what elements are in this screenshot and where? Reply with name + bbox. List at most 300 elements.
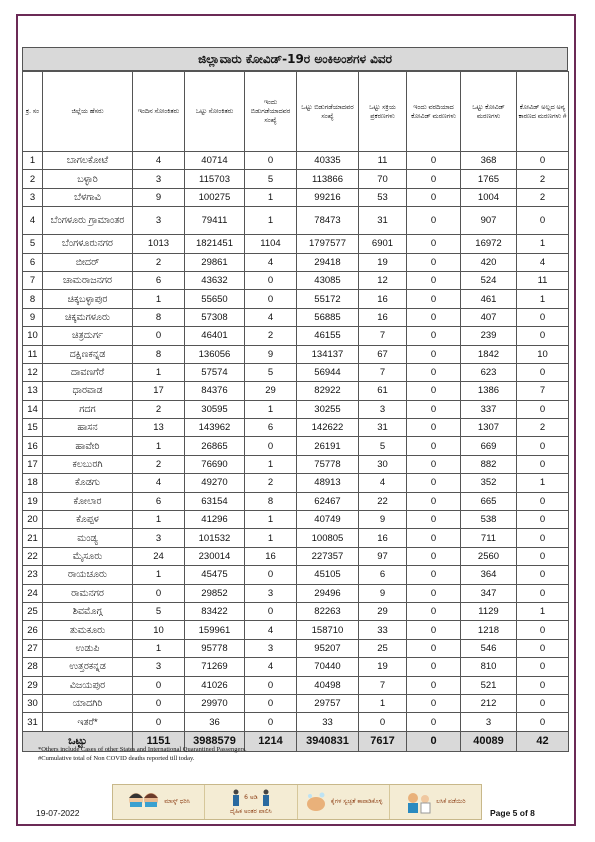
col-header-district: ಜಿಲ್ಲೆಯ ಹೆಸರು	[43, 72, 133, 152]
cell-today-discharged: 0	[245, 437, 297, 455]
cell-today-discharged: 0	[245, 694, 297, 712]
cell-total-discharged: 99216	[297, 188, 359, 206]
cell-total-cases: 95778	[185, 639, 245, 657]
cell-serial: 20	[23, 511, 43, 529]
cell-total-deaths: 669	[461, 437, 517, 455]
table-row	[23, 566, 569, 584]
cell-today-deaths: 0	[407, 529, 461, 547]
cell-serial: 7	[23, 271, 43, 289]
cell-today-deaths: 0	[407, 694, 461, 712]
cell-serial: 5	[23, 235, 43, 253]
cell-active: 70	[359, 170, 407, 188]
cell-total-discharged: 40498	[297, 676, 359, 694]
cell-total-deaths: 3	[461, 713, 517, 731]
cell-serial: 14	[23, 400, 43, 418]
cell-today-cases: 0	[133, 327, 185, 345]
total-discharged: 3940831	[297, 731, 359, 751]
cell-serial: 6	[23, 253, 43, 271]
cell-today-cases: 0	[133, 584, 185, 602]
cell-total-cases: 101532	[185, 529, 245, 547]
cell-today-cases: 3	[133, 529, 185, 547]
cell-total-cases: 43632	[185, 271, 245, 289]
cell-today-discharged: 4	[245, 253, 297, 271]
cell-total-deaths: 239	[461, 327, 517, 345]
cell-district: ಚಿಕ್ಕಮಗಳೂರು	[43, 308, 133, 326]
cell-total-deaths: 364	[461, 566, 517, 584]
table-row	[23, 188, 569, 206]
table-row	[23, 363, 569, 381]
total-active: 7617	[359, 731, 407, 751]
cell-active: 19	[359, 253, 407, 271]
cell-today-deaths: 0	[407, 345, 461, 363]
cell-today-discharged: 6	[245, 419, 297, 437]
total-non-covid-deaths: 42	[517, 731, 569, 751]
cell-district: ಕೊಡಗು	[43, 474, 133, 492]
col-header-today-cases: ಇಂದಿನ ಸೋಂಕಿತರು	[133, 72, 185, 152]
cell-serial: 19	[23, 492, 43, 510]
table-row	[23, 419, 569, 437]
cell-today-deaths: 0	[407, 547, 461, 565]
cell-today-deaths: 0	[407, 308, 461, 326]
cell-district: ಬೆಳಗಾವಿ	[43, 188, 133, 206]
table-row	[23, 584, 569, 602]
cell-district: ಹಾವೇರಿ	[43, 437, 133, 455]
cell-total-deaths: 546	[461, 639, 517, 657]
cell-total-cases: 71269	[185, 658, 245, 676]
banner-distance-text: ದೈಹಿಕ ಅಂತರ ಪಾಲಿಸಿ	[230, 807, 272, 815]
cell-today-discharged: 29	[245, 382, 297, 400]
cell-total-cases: 84376	[185, 382, 245, 400]
cell-district: ಕಲಬುರಗಿ	[43, 455, 133, 473]
total-cases: 3988579	[185, 731, 245, 751]
cell-total-deaths: 1386	[461, 382, 517, 400]
cell-active: 9	[359, 584, 407, 602]
cell-non-covid-deaths: 0	[517, 327, 569, 345]
table-row	[23, 152, 569, 170]
cell-serial: 15	[23, 419, 43, 437]
cell-non-covid-deaths: 0	[517, 713, 569, 731]
cell-total-cases: 63154	[185, 492, 245, 510]
cell-today-cases: 24	[133, 547, 185, 565]
table-body	[23, 152, 569, 732]
cell-today-cases: 3	[133, 207, 185, 235]
cell-active: 7	[359, 676, 407, 694]
cell-today-deaths: 0	[407, 455, 461, 473]
cell-today-discharged: 1	[245, 511, 297, 529]
cell-district: ದಾವಣಗೆರೆ	[43, 363, 133, 381]
cell-total-cases: 57308	[185, 308, 245, 326]
cell-total-deaths: 1004	[461, 188, 517, 206]
hand-wash-icon	[304, 790, 328, 814]
cell-total-discharged: 48913	[297, 474, 359, 492]
cell-today-deaths: 0	[407, 382, 461, 400]
cell-district: ಉಡುಪಿ	[43, 639, 133, 657]
cell-today-discharged: 3	[245, 639, 297, 657]
person-icon	[261, 789, 271, 807]
cell-district: ಚಾಮರಾಜನಗರ	[43, 271, 133, 289]
banner-hands-text: ಕೈಗಳ ಸ್ವಚ್ಛತೆ ಕಾಪಾಡಿಕೊಳ್ಳಿ	[330, 798, 383, 805]
cell-total-discharged: 95207	[297, 639, 359, 657]
cell-total-discharged: 26191	[297, 437, 359, 455]
cell-today-cases: 4	[133, 152, 185, 170]
cell-total-cases: 45475	[185, 566, 245, 584]
cell-today-discharged: 4	[245, 658, 297, 676]
cell-total-cases: 29861	[185, 253, 245, 271]
col-header-active-cases: ಒಟ್ಟು ಸಕ್ರಿಯ ಪ್ರಕರಣಗಳು	[359, 72, 407, 152]
cell-serial: 31	[23, 713, 43, 731]
cell-total-deaths: 420	[461, 253, 517, 271]
table-row	[23, 455, 569, 473]
cell-serial: 23	[23, 566, 43, 584]
cell-today-cases: 1	[133, 437, 185, 455]
cell-today-deaths: 0	[407, 253, 461, 271]
cell-non-covid-deaths: 0	[517, 658, 569, 676]
awareness-banner	[112, 784, 482, 820]
table-row	[23, 400, 569, 418]
cell-district: ಬಾಗಲಕೋಟೆ	[43, 152, 133, 170]
cell-today-discharged: 1104	[245, 235, 297, 253]
cell-total-discharged: 82922	[297, 382, 359, 400]
cell-district: ಬೆಂಗಳೂರುನಗರ	[43, 235, 133, 253]
cell-total-discharged: 100805	[297, 529, 359, 547]
cell-district: ಬಳ್ಳಾರಿ	[43, 170, 133, 188]
cell-active: 53	[359, 188, 407, 206]
cell-non-covid-deaths: 1	[517, 235, 569, 253]
cell-total-cases: 83422	[185, 602, 245, 620]
table-row	[23, 676, 569, 694]
cell-total-discharged: 113866	[297, 170, 359, 188]
total-label: ಒಟ್ಟು	[23, 731, 133, 751]
table-row	[23, 621, 569, 639]
cell-total-cases: 41026	[185, 676, 245, 694]
cell-today-discharged: 8	[245, 492, 297, 510]
cell-district: ಮೈಸೂರು	[43, 547, 133, 565]
cell-total-deaths: 623	[461, 363, 517, 381]
cell-total-cases: 26865	[185, 437, 245, 455]
cell-total-discharged: 46155	[297, 327, 359, 345]
cell-total-deaths: 1765	[461, 170, 517, 188]
cell-today-cases: 1013	[133, 235, 185, 253]
cell-total-deaths: 711	[461, 529, 517, 547]
cell-total-deaths: 337	[461, 400, 517, 418]
cell-serial: 26	[23, 621, 43, 639]
cell-serial: 25	[23, 602, 43, 620]
cell-non-covid-deaths: 0	[517, 437, 569, 455]
cell-today-deaths: 0	[407, 676, 461, 694]
table-row	[23, 290, 569, 308]
cell-today-deaths: 0	[407, 400, 461, 418]
cell-today-discharged: 1	[245, 207, 297, 235]
table-row	[23, 235, 569, 253]
cell-serial: 10	[23, 327, 43, 345]
col-header-total-discharged: ಒಟ್ಟು ಬಿಡುಗಡೆಯಾದವರ ಸಂಖ್ಯೆ	[297, 72, 359, 152]
cell-serial: 4	[23, 207, 43, 235]
cell-active: 1	[359, 694, 407, 712]
cell-total-deaths: 212	[461, 694, 517, 712]
cell-serial: 21	[23, 529, 43, 547]
cell-today-cases: 1	[133, 566, 185, 584]
banner-distance	[205, 785, 297, 819]
cell-total-discharged: 29496	[297, 584, 359, 602]
col-header-total-cases: ಒಟ್ಟು ಸೋಂಕಿತರು	[185, 72, 245, 152]
table-row	[23, 602, 569, 620]
cell-today-discharged: 1	[245, 529, 297, 547]
cell-active: 3	[359, 400, 407, 418]
col-header-today-deaths: ಇಂದು ವರದಿಯಾದ ಕೋವಿಡ್ ಮರಣಗಳು	[407, 72, 461, 152]
cell-today-cases: 2	[133, 253, 185, 271]
cell-today-cases: 2	[133, 400, 185, 418]
cell-non-covid-deaths: 0	[517, 676, 569, 694]
cell-serial: 8	[23, 290, 43, 308]
cell-today-cases: 4	[133, 474, 185, 492]
cell-today-deaths: 0	[407, 584, 461, 602]
cell-total-cases: 36	[185, 713, 245, 731]
cell-serial: 29	[23, 676, 43, 694]
cell-today-cases: 3	[133, 658, 185, 676]
footnotes	[38, 745, 247, 763]
cell-district: ಬೆಂಗಳೂರು ಗ್ರಾಮಾಂತರ	[43, 207, 133, 235]
cell-total-cases: 1821451	[185, 235, 245, 253]
cell-non-covid-deaths: 0	[517, 363, 569, 381]
cell-today-discharged: 9	[245, 345, 297, 363]
cell-active: 30	[359, 455, 407, 473]
cell-active: 7	[359, 327, 407, 345]
cell-non-covid-deaths: 0	[517, 400, 569, 418]
footnote-others: *Others include Cases of other States and International Quarantined Passengers.	[38, 746, 247, 753]
total-today-cases: 1151	[133, 731, 185, 751]
cell-today-deaths: 0	[407, 419, 461, 437]
cell-total-deaths: 882	[461, 455, 517, 473]
col-header-today-discharged: ಇಂದು ಬಿಡುಗಡೆಯಾದವರ ಸಂಖ್ಯೆ	[245, 72, 297, 152]
banner-hands	[298, 785, 390, 819]
cell-today-discharged: 1	[245, 455, 297, 473]
cell-serial: 22	[23, 547, 43, 565]
cell-total-discharged: 142622	[297, 419, 359, 437]
cell-total-cases: 29970	[185, 694, 245, 712]
cell-active: 61	[359, 382, 407, 400]
cell-district: ಧಾರವಾಡ	[43, 382, 133, 400]
cell-today-cases: 9	[133, 188, 185, 206]
cell-active: 4	[359, 474, 407, 492]
table-row	[23, 382, 569, 400]
total-today-discharged: 1214	[245, 731, 297, 751]
cell-district: ಕೋಲಾರ	[43, 492, 133, 510]
cell-non-covid-deaths: 0	[517, 455, 569, 473]
total-deaths: 40089	[461, 731, 517, 751]
cell-total-deaths: 521	[461, 676, 517, 694]
cell-today-discharged: 1	[245, 188, 297, 206]
cell-total-discharged: 134137	[297, 345, 359, 363]
table-row	[23, 327, 569, 345]
cell-non-covid-deaths: 4	[517, 253, 569, 271]
cell-total-discharged: 56885	[297, 308, 359, 326]
cell-active: 31	[359, 419, 407, 437]
cell-total-deaths: 1129	[461, 602, 517, 620]
cell-non-covid-deaths: 0	[517, 511, 569, 529]
report-title: ಜಿಲ್ಲಾವಾರು ಕೋವಿಡ್-19ರ ಅಂಕಿಅಂಶಗಳ ವಿವರ	[22, 47, 568, 71]
cell-non-covid-deaths: 0	[517, 207, 569, 235]
cell-non-covid-deaths: 0	[517, 152, 569, 170]
cell-active: 6	[359, 566, 407, 584]
cell-today-cases: 1	[133, 639, 185, 657]
cell-active: 16	[359, 529, 407, 547]
cell-active: 29	[359, 602, 407, 620]
table-row	[23, 207, 569, 235]
cell-total-deaths: 16972	[461, 235, 517, 253]
cell-total-deaths: 907	[461, 207, 517, 235]
cell-serial: 1	[23, 152, 43, 170]
cell-total-deaths: 1307	[461, 419, 517, 437]
cell-today-cases: 2	[133, 455, 185, 473]
cell-today-deaths: 0	[407, 566, 461, 584]
banner-vaccine-text: ಲಸಿಕೆ ಪಡೆಯಿರಿ	[436, 798, 466, 805]
cell-district: ಇತರೆ*	[43, 713, 133, 731]
cell-today-deaths: 0	[407, 327, 461, 345]
cell-total-cases: 136056	[185, 345, 245, 363]
cell-total-discharged: 1797577	[297, 235, 359, 253]
cell-total-cases: 76690	[185, 455, 245, 473]
col-header-total-deaths: ಒಟ್ಟು ಕೋವಿಡ್ ಮರಣಗಳು	[461, 72, 517, 152]
cell-today-deaths: 0	[407, 207, 461, 235]
cell-non-covid-deaths: 0	[517, 308, 569, 326]
cell-active: 0	[359, 713, 407, 731]
cell-total-deaths: 352	[461, 474, 517, 492]
cell-active: 97	[359, 547, 407, 565]
cell-total-deaths: 1218	[461, 621, 517, 639]
cell-non-covid-deaths: 1	[517, 290, 569, 308]
cell-serial: 18	[23, 474, 43, 492]
cell-today-deaths: 0	[407, 492, 461, 510]
cell-serial: 2	[23, 170, 43, 188]
cell-total-cases: 230014	[185, 547, 245, 565]
table-row	[23, 639, 569, 657]
cell-district: ತುಮಕೂರು	[43, 621, 133, 639]
cell-active: 11	[359, 152, 407, 170]
cell-total-deaths: 1842	[461, 345, 517, 363]
cell-district: ಕೊಪ್ಪಳ	[43, 511, 133, 529]
report-date: 19-07-2022	[36, 808, 80, 818]
cell-total-discharged: 70440	[297, 658, 359, 676]
cell-today-deaths: 0	[407, 152, 461, 170]
cell-today-deaths: 0	[407, 639, 461, 657]
cell-non-covid-deaths: 1	[517, 602, 569, 620]
cell-total-discharged: 45105	[297, 566, 359, 584]
cell-non-covid-deaths: 0	[517, 639, 569, 657]
cell-today-discharged: 2	[245, 327, 297, 345]
cell-total-discharged: 227357	[297, 547, 359, 565]
cell-today-cases: 17	[133, 382, 185, 400]
cell-today-deaths: 0	[407, 170, 461, 188]
table-row	[23, 547, 569, 565]
cell-today-deaths: 0	[407, 290, 461, 308]
cell-total-deaths: 407	[461, 308, 517, 326]
cell-total-discharged: 158710	[297, 621, 359, 639]
cell-active: 5	[359, 437, 407, 455]
banner-mask	[113, 785, 205, 819]
page-number: Page 5 of 8	[490, 808, 535, 818]
cell-active: 33	[359, 621, 407, 639]
person-icon	[231, 789, 241, 807]
table-row	[23, 529, 569, 547]
cell-serial: 16	[23, 437, 43, 455]
cell-today-cases: 6	[133, 492, 185, 510]
cell-total-cases: 79411	[185, 207, 245, 235]
table-row	[23, 437, 569, 455]
cell-total-discharged: 40749	[297, 511, 359, 529]
cell-total-cases: 41296	[185, 511, 245, 529]
cell-non-covid-deaths: 2	[517, 188, 569, 206]
cell-total-discharged: 55172	[297, 290, 359, 308]
vaccine-icon	[405, 790, 433, 814]
cell-district: ಚಿಕ್ಕಬಳ್ಳಾಪುರ	[43, 290, 133, 308]
cell-today-cases: 1	[133, 363, 185, 381]
cell-non-covid-deaths: 0	[517, 621, 569, 639]
cell-today-cases: 5	[133, 602, 185, 620]
cell-serial: 24	[23, 584, 43, 602]
cell-today-deaths: 0	[407, 713, 461, 731]
table-row	[23, 474, 569, 492]
cell-total-deaths: 347	[461, 584, 517, 602]
cell-total-deaths: 810	[461, 658, 517, 676]
cell-total-discharged: 75778	[297, 455, 359, 473]
cell-total-discharged: 29757	[297, 694, 359, 712]
cell-total-discharged: 40335	[297, 152, 359, 170]
cell-today-cases: 8	[133, 345, 185, 363]
cell-total-deaths: 538	[461, 511, 517, 529]
cell-today-deaths: 0	[407, 363, 461, 381]
cell-today-discharged: 5	[245, 363, 297, 381]
cell-non-covid-deaths: 0	[517, 694, 569, 712]
cell-total-discharged: 78473	[297, 207, 359, 235]
cell-today-discharged: 3	[245, 584, 297, 602]
cell-today-cases: 0	[133, 676, 185, 694]
table-row	[23, 345, 569, 363]
cell-today-deaths: 0	[407, 474, 461, 492]
col-header-non-covid-deaths: ಕೋವಿಡ್ ಅಲ್ಲದ ಅನ್ಯ ಕಾರಣದ ಮರಣಗಳು #	[517, 72, 569, 152]
cell-today-deaths: 0	[407, 658, 461, 676]
cell-total-cases: 159961	[185, 621, 245, 639]
banner-vaccine	[390, 785, 481, 819]
cell-today-discharged: 5	[245, 170, 297, 188]
cell-today-cases: 8	[133, 308, 185, 326]
banner-distance-top: 6 ಅಡಿ	[244, 793, 258, 801]
cell-today-discharged: 0	[245, 713, 297, 731]
cell-total-discharged: 56944	[297, 363, 359, 381]
table-row	[23, 658, 569, 676]
district-covid-table	[22, 71, 569, 752]
cell-today-cases: 10	[133, 621, 185, 639]
cell-today-deaths: 0	[407, 235, 461, 253]
cell-total-cases: 100275	[185, 188, 245, 206]
cell-today-deaths: 0	[407, 511, 461, 529]
cell-total-discharged: 62467	[297, 492, 359, 510]
cell-total-deaths: 524	[461, 271, 517, 289]
cell-today-deaths: 0	[407, 621, 461, 639]
cell-serial: 3	[23, 188, 43, 206]
table-row	[23, 271, 569, 289]
cell-active: 31	[359, 207, 407, 235]
cell-total-discharged: 30255	[297, 400, 359, 418]
cell-active: 22	[359, 492, 407, 510]
cell-active: 19	[359, 658, 407, 676]
cell-today-cases: 0	[133, 713, 185, 731]
cell-today-discharged: 16	[245, 547, 297, 565]
cell-serial: 9	[23, 308, 43, 326]
cell-today-discharged: 0	[245, 602, 297, 620]
cell-today-deaths: 0	[407, 271, 461, 289]
cell-today-cases: 1	[133, 290, 185, 308]
cell-serial: 27	[23, 639, 43, 657]
